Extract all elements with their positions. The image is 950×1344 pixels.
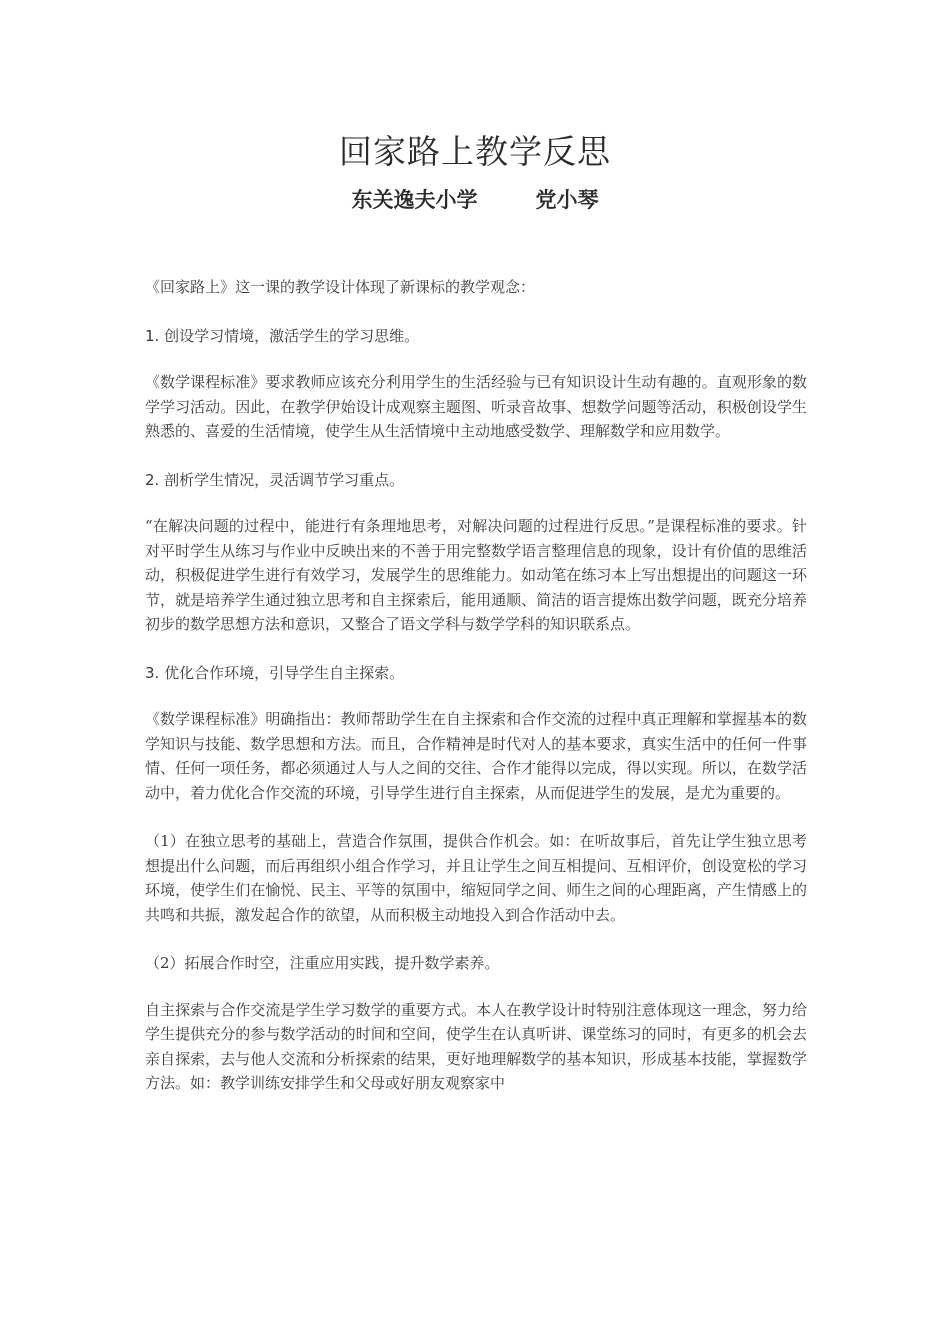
- document-body: [145, 275, 807, 1120]
- subsection-1-paragraph: （1）在独立思考的基础上，营造合作氛围，提供合作机会。如：在听故事后，首先让学生独立思考想提出什么问题，而后再组织小组合作学习，并且让学生之间互相提问、互相评价，创设宽松的学习环境，使学生们在愉悦、民主、平等的氛围中，缩短同学之间、师生之间的心理距离，产生情感上的共鸣和共振，激发起合作的欲望，从而积极主动地投入到合作活动中去。: [145, 832, 807, 924]
- section-1-paragraph: 《数学课程标准》要求教师应该充分利用学生的生活经验与已有知识设计生动有趣的。直观形象的数学学习活动。因此，在教学伊始设计成观察主题图、听录音故事、想数学问题等活动，积极创设学生熟悉的、喜爱的生活情境，使学生从生活情境中主动地感受数学、理解数学和应用数学。: [145, 373, 807, 440]
- section-3-heading: [145, 661, 807, 686]
- section-2-paragraph: “在解决问题的过程中，能进行有条理地思考，对解决问题的过程进行反思。”是课程标准的要求。针对平时学生从练习与作业中反映出来的不善于用完整数学语言整理信息的现象，设计有价值的思维活动，积极促进学生进行有效学习，发展学生的思维能力。如动笔在练习本上写出想提出的问题这一环节，就是培养学生通过独立思考和自主探索后，能用通顺、简洁的语言提炼出数学问题，既充分培养初步的数学思想方法和意识，又整合了语文学科与数学学科的知识联系点。: [145, 517, 807, 633]
- section-1-heading-text: 创设学习情境，激活学生的学习思维。: [159, 326, 420, 345]
- section-2-heading: [145, 468, 807, 493]
- document-byline: [0, 185, 950, 215]
- section-2-heading-text: 剖析学生情况，灵活调节学习重点。: [159, 470, 405, 489]
- author-name: 党小琴: [535, 187, 599, 212]
- section-1-heading: [145, 324, 807, 349]
- section-3-paragraph: 《数学课程标准》明确指出：教师帮助学生在自主探索和合作交流的过程中真正理解和掌握基本的数学知识与技能、数学思想和方法。而且，合作精神是时代对人的基本要求，真实生活中的任何一件事情、任何一项任务，都必须通过人与人之间的交往、合作才能得以完成，得以实现。所以，在数学活动中，着力优化合作交流的环境，引导学生进行自主探索，从而促进学生的发展，是尤为重要的。: [145, 710, 807, 802]
- subsection-2-heading: （2）拓展合作时空，注重应用实践，提升数学素养。: [145, 954, 500, 972]
- section-2-number: 2.: [145, 470, 160, 489]
- section-3-number: 3.: [145, 663, 160, 682]
- intro-paragraph: 《回家路上》这一课的教学设计体现了新课标的教学观念：: [145, 278, 536, 296]
- subsection-2-paragraph: 自主探索与合作交流是学生学习数学的重要方式。本人在教学设计时特别注意体现这一理念，努力给学生提供充分的参与数学活动的时间和空间，使学生在认真听讲、课堂练习的同时，有更多的机会去亲自探索，去与他人交流和分析探索的结果，更好地理解数学的基本知识，形成基本技能，掌握数学方法。如：教学训练安排学生和父母或好朋友观察家中: [145, 1000, 807, 1092]
- section-1-number: 1.: [145, 326, 160, 345]
- document-title: 回家路上教学反思: [339, 132, 611, 171]
- section-3-heading-text: 优化合作环境，引导学生自主探索。: [159, 663, 405, 682]
- school-name: 东关逸夫小学: [351, 187, 478, 212]
